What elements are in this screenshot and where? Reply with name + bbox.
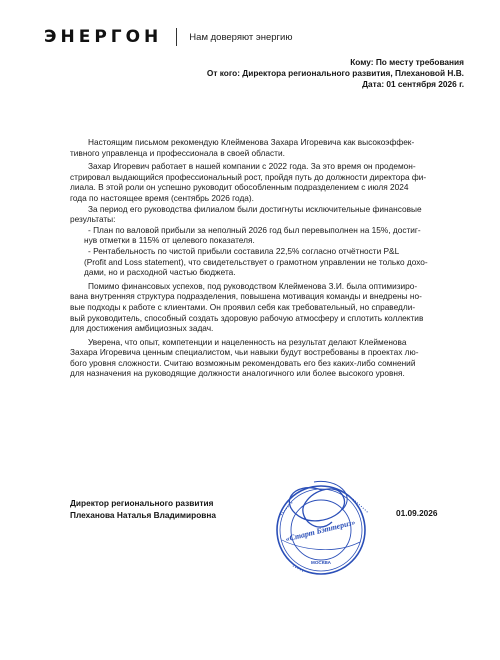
text-line: для достижения амбициозных задач.: [70, 323, 214, 334]
recipient-line: Кому: По месту требования: [350, 57, 464, 67]
text-line: - План по валовой прибыли за неполный 2026 год был перевыполнен на 15%, достиг-: [88, 224, 421, 235]
letterhead: [44, 27, 292, 47]
company-stamp: [262, 470, 380, 586]
text-line: (Profit and Loss statement), что свидетельствует о грамотном управлении не только дохо-: [84, 256, 428, 267]
paragraph-career: [70, 161, 450, 203]
stamp-center-text: «Старт Бэттериз»: [284, 517, 357, 544]
text-line: вые подходы к работе с клиентами. Он проявил себя как требовательный, но справедли-: [70, 301, 416, 312]
text-line: вый руководитель, способный создать здоровую рабочую атмосферу и сплотить коллектив: [70, 312, 424, 323]
text-line: Настоящим письмом рекомендую Клейменова Захара Игоревича как высокоэффек-: [88, 137, 415, 147]
result-item-net-profitability: [70, 246, 450, 278]
signature-date: 01.09.2026: [396, 508, 438, 518]
text-line: нув отметки в 115% от целевого показателя.: [84, 235, 255, 246]
address-block: [207, 57, 464, 90]
signature-block: [70, 497, 216, 521]
date-line: Дата: 01 сентября 2026 г.: [362, 79, 464, 89]
company-tagline: Нам доверяют энергию: [189, 31, 293, 43]
text-line: За период его руководства филиалом были достигнуты исключительные финансовые: [88, 203, 422, 214]
text-line: Захара Игоревича ценным специалистом, чьи навыки будут востребованы в проектах лю-: [70, 347, 419, 358]
letter-body: [70, 137, 450, 379]
sender-line: От кого: Директора регионального развития, Плехановой Н.В.: [206, 68, 464, 78]
stamp-city-text: МОСКВА: [311, 560, 331, 565]
letterhead-divider: [176, 28, 177, 46]
text-line: Помимо финансовых успехов, под руководством Клейменова З.И. была оптимизиро-: [88, 280, 418, 291]
paragraph-management: [70, 281, 450, 334]
text-line: результаты:: [70, 214, 116, 225]
paragraph-conclusion: [70, 337, 450, 379]
text-line: Захар Игоревич работает в нашей компании с 2022 года. За это время он продемон-: [88, 161, 416, 172]
text-line: для назначения на руководящие должности аналогичного или более высокого уровня.: [70, 368, 405, 379]
stamp-ring-text-1: • • • • • • • •: [277, 500, 295, 519]
paragraph-results: [70, 204, 450, 225]
text-line: дами, но и расходной частью бюджета.: [84, 267, 236, 278]
text-line: тивного управленца и профессионала в своей области.: [70, 147, 285, 158]
text-line: Уверена, что опыт, компетенции и нацеленность на результат делают Клейменова: [88, 336, 407, 347]
result-item-gross-profit: [70, 225, 450, 246]
text-line: года по настоящее время (сентябрь 2026 года).: [70, 192, 254, 203]
signer-title: Директор регионального развития: [70, 498, 214, 508]
paragraph-intro: [70, 137, 450, 158]
text-line: - Рентабельность по чистой прибыли составила 22,5% согласно отчётности P&L: [88, 245, 400, 256]
stamp-ring-text-3: • • • • •: [291, 563, 305, 574]
stamp-ring-text-2: • • • • • • • •: [351, 497, 370, 515]
text-line: вана внутренняя структура подразделения, повышена мотивация команды и внедрены но-: [70, 291, 422, 302]
text-line: стрировал выдающийся профессиональный рост, пройдя путь до должности директора фи-: [70, 171, 427, 182]
company-logo: ЭНЕРГОН: [44, 27, 163, 47]
text-line: бого уровня сложности. Считаю возможным рекомендовать его без каких-либо сомнений: [70, 357, 416, 368]
signer-name: Плеханова Наталья Владимировна: [70, 510, 216, 520]
text-line: лиала. В этой роли он успешно руководит обособленным подразделением с июля 2024: [70, 182, 409, 193]
